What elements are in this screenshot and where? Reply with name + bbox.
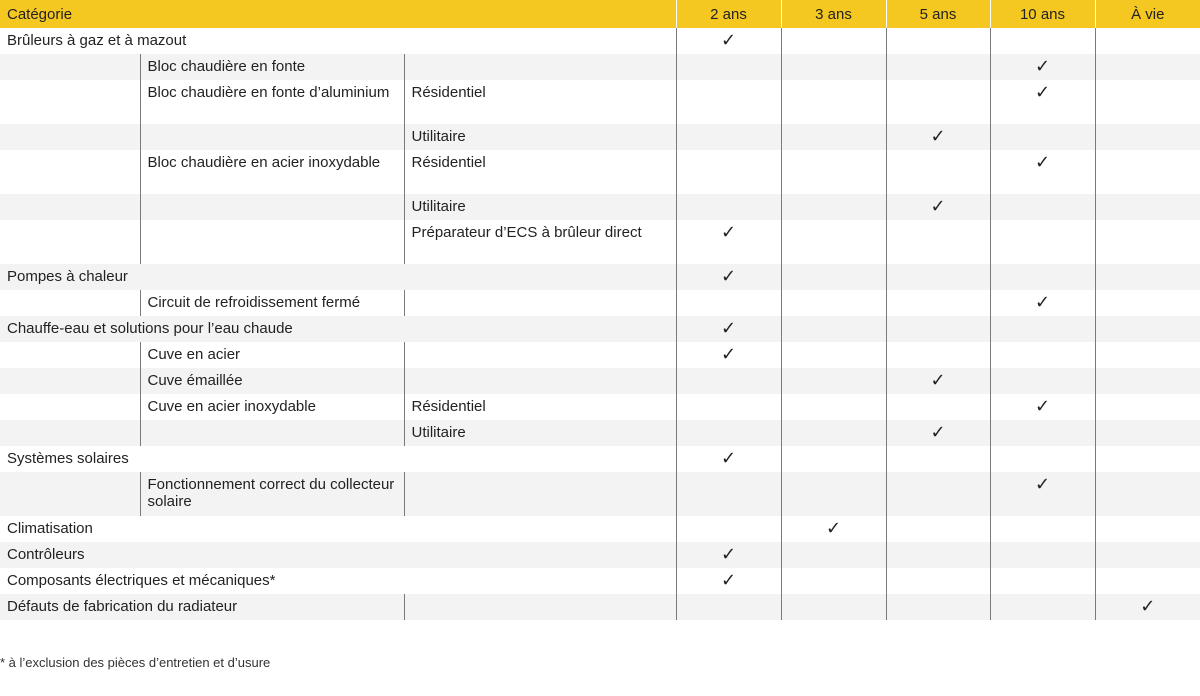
warranty-cell	[781, 420, 886, 446]
variant-cell: Préparateur d’ECS à brûleur direct	[404, 220, 676, 264]
warranty-cell	[676, 150, 781, 194]
subcategory-cell: Cuve en acier	[140, 342, 404, 368]
warranty-cell	[781, 342, 886, 368]
table-row	[0, 150, 1200, 194]
warranty-cell	[676, 568, 781, 594]
table-row	[0, 420, 1200, 446]
warranty-cell	[990, 368, 1095, 394]
variant-cell	[404, 472, 676, 516]
warranty-cell	[886, 264, 990, 290]
warranty-cell	[886, 594, 990, 620]
warranty-cell	[676, 420, 781, 446]
checkmark-icon: ✓	[930, 370, 946, 390]
warranty-cell	[990, 54, 1095, 80]
category-cell	[0, 124, 140, 150]
warranty-cell	[781, 316, 886, 342]
category-cell	[0, 368, 140, 394]
checkmark-icon: ✓	[930, 196, 946, 216]
checkmark-icon: ✓	[1034, 292, 1051, 312]
category-cell	[0, 194, 140, 220]
warranty-cell	[781, 28, 886, 54]
warranty-cell	[886, 290, 990, 316]
table-row	[0, 54, 1200, 80]
warranty-cell	[990, 220, 1095, 264]
warranty-cell	[781, 264, 886, 290]
warranty-cell	[990, 394, 1095, 420]
warranty-cell	[781, 472, 886, 516]
warranty-cell	[886, 124, 990, 150]
checkmark-icon: ✓	[720, 344, 737, 364]
table-row	[0, 124, 1200, 150]
checkmark-icon: ✓	[930, 126, 946, 146]
table-row	[0, 290, 1200, 316]
warranty-cell	[1095, 290, 1200, 316]
variant-cell: Utilitaire	[404, 194, 676, 220]
variant-cell	[404, 54, 676, 80]
subcategory-cell	[140, 124, 404, 150]
category-cell	[0, 80, 140, 124]
warranty-cell	[886, 542, 990, 568]
warranty-cell	[990, 446, 1095, 472]
warranty-cell	[886, 194, 990, 220]
header-3-years: 3 ans	[781, 0, 886, 28]
warranty-cell	[676, 80, 781, 124]
warranty-cell	[1095, 594, 1200, 620]
warranty-cell	[676, 394, 781, 420]
category-cell	[0, 220, 140, 264]
warranty-cell	[676, 446, 781, 472]
variant-cell: Résidentiel	[404, 80, 676, 124]
warranty-cell	[781, 80, 886, 124]
category-cell: Chauffe-eau et solutions pour l’eau chaude	[0, 316, 676, 342]
checkmark-icon: ✓	[1034, 82, 1051, 102]
checkmark-icon: ✓	[825, 518, 842, 538]
warranty-cell	[676, 54, 781, 80]
warranty-cell	[781, 220, 886, 264]
warranty-cell	[1095, 28, 1200, 54]
footnote: * à l’exclusion des pièces d’entretien et d’usure	[0, 655, 271, 670]
table-row	[0, 568, 1200, 594]
warranty-cell	[781, 368, 886, 394]
category-cell	[0, 290, 140, 316]
checkmark-icon: ✓	[720, 570, 737, 590]
warranty-cell	[781, 394, 886, 420]
table-body	[0, 28, 1200, 620]
subcategory-cell	[140, 420, 404, 446]
category-cell: Composants électriques et mécaniques*	[7, 572, 276, 589]
warranty-cell	[676, 290, 781, 316]
category-cell	[0, 394, 140, 420]
variant-cell	[404, 594, 676, 620]
warranty-cell	[990, 420, 1095, 446]
warranty-cell	[1095, 342, 1200, 368]
warranty-cell	[990, 542, 1095, 568]
table-row	[0, 516, 1200, 542]
warranty-cell	[886, 446, 990, 472]
warranty-cell	[1095, 124, 1200, 150]
warranty-cell	[990, 568, 1095, 594]
warranty-cell	[781, 124, 886, 150]
warranty-cell	[781, 290, 886, 316]
category-cell: Défauts de fabrication du radiateur	[0, 594, 404, 620]
warranty-cell	[990, 290, 1095, 316]
header-10-years: 10 ans	[990, 0, 1095, 28]
subcategory-cell: Cuve émaillée	[140, 368, 404, 394]
warranty-cell	[1095, 54, 1200, 80]
warranty-cell	[676, 594, 781, 620]
warranty-cell	[1095, 316, 1200, 342]
warranty-cell	[990, 316, 1095, 342]
warranty-cell	[676, 264, 781, 290]
warranty-cell	[676, 220, 781, 264]
warranty-cell	[1095, 80, 1200, 124]
checkmark-icon: ✓	[720, 318, 737, 338]
warranty-cell	[886, 54, 990, 80]
warranty-cell	[990, 150, 1095, 194]
warranty-cell	[886, 150, 990, 194]
category-cell	[0, 54, 140, 80]
warranty-cell	[1095, 516, 1200, 542]
warranty-cell	[886, 80, 990, 124]
table-row	[0, 220, 1200, 264]
table-row	[0, 394, 1200, 420]
warranty-cell	[781, 594, 886, 620]
table-row	[0, 316, 1200, 342]
header-lifetime: À vie	[1095, 0, 1200, 28]
checkmark-icon: ✓	[1034, 152, 1051, 172]
warranty-cell	[886, 28, 990, 54]
warranty-cell	[990, 264, 1095, 290]
category-cell	[0, 420, 140, 446]
warranty-cell	[1095, 542, 1200, 568]
variant-cell: Résidentiel	[404, 394, 676, 420]
category-cell	[0, 342, 140, 368]
category-cell	[0, 472, 140, 516]
warranty-cell	[1095, 194, 1200, 220]
category-cell: Systèmes solaires	[7, 450, 129, 467]
warranty-cell	[676, 368, 781, 394]
warranty-cell	[1095, 420, 1200, 446]
checkmark-icon: ✓	[1034, 56, 1051, 76]
variant-cell	[404, 368, 676, 394]
warranty-cell	[990, 28, 1095, 54]
category-cell: Contrôleurs	[0, 542, 676, 568]
warranty-cell	[676, 542, 781, 568]
checkmark-icon: ✓	[1034, 474, 1051, 494]
warranty-cell	[1095, 568, 1200, 594]
warranty-cell	[781, 568, 886, 594]
warranty-cell	[990, 516, 1095, 542]
subcategory-cell: Fonctionnement correct du collecteur solaire	[140, 472, 404, 516]
checkmark-icon: ✓	[1034, 396, 1051, 416]
warranty-cell	[990, 124, 1095, 150]
table-row	[0, 446, 1200, 472]
table-row	[0, 342, 1200, 368]
warranty-cell	[676, 28, 781, 54]
warranty-cell	[886, 368, 990, 394]
warranty-cell	[990, 472, 1095, 516]
warranty-cell	[781, 150, 886, 194]
variant-cell	[404, 342, 676, 368]
warranty-cell	[676, 194, 781, 220]
checkmark-icon: ✓	[720, 544, 737, 564]
variant-cell	[404, 290, 676, 316]
table-row	[0, 264, 1200, 290]
subcategory-cell	[140, 194, 404, 220]
header-5-years: 5 ans	[886, 0, 990, 28]
warranty-cell	[781, 54, 886, 80]
table-row	[0, 28, 1200, 54]
table-row	[0, 542, 1200, 568]
warranty-cell	[886, 342, 990, 368]
table-row	[0, 472, 1200, 516]
subcategory-cell	[140, 220, 404, 264]
warranty-cell	[1095, 220, 1200, 264]
warranty-cell	[990, 594, 1095, 620]
warranty-cell	[1095, 472, 1200, 516]
warranty-cell	[676, 124, 781, 150]
checkmark-icon: ✓	[720, 266, 737, 286]
category-cell: Brûleurs à gaz et à mazout	[7, 32, 187, 49]
warranty-cell	[886, 472, 990, 516]
warranty-cell	[781, 194, 886, 220]
category-cell	[0, 150, 140, 194]
variant-cell: Utilitaire	[404, 420, 676, 446]
warranty-cell	[886, 394, 990, 420]
warranty-cell	[1095, 264, 1200, 290]
warranty-cell	[990, 194, 1095, 220]
warranty-cell	[676, 516, 781, 542]
warranty-cell	[886, 568, 990, 594]
warranty-cell	[1095, 394, 1200, 420]
warranty-cell	[990, 342, 1095, 368]
table-row	[0, 80, 1200, 124]
warranty-cell	[781, 516, 886, 542]
category-cell: Pompes à chaleur	[0, 264, 676, 290]
subcategory-cell: Bloc chaudière en fonte d’aluminium	[140, 80, 404, 124]
warranty-cell	[781, 446, 886, 472]
warranty-cell	[1095, 150, 1200, 194]
warranty-cell	[676, 472, 781, 516]
checkmark-icon: ✓	[720, 30, 737, 50]
warranty-cell	[886, 420, 990, 446]
warranty-cell	[886, 516, 990, 542]
variant-cell: Utilitaire	[404, 124, 676, 150]
warranty-cell	[1095, 368, 1200, 394]
warranty-cell	[1095, 446, 1200, 472]
category-cell: Climatisation	[7, 520, 93, 537]
subcategory-cell: Bloc chaudière en acier inoxydable	[140, 150, 404, 194]
checkmark-icon: ✓	[720, 448, 737, 468]
warranty-cell	[990, 80, 1095, 124]
table-row	[0, 594, 1200, 620]
subcategory-cell: Circuit de refroidissement fermé	[140, 290, 404, 316]
warranty-cell	[781, 542, 886, 568]
checkmark-icon: ✓	[930, 422, 946, 442]
table-row	[0, 368, 1200, 394]
variant-cell: Résidentiel	[404, 150, 676, 194]
warranty-cell	[676, 342, 781, 368]
header-2-years: 2 ans	[676, 0, 781, 28]
table-row	[0, 194, 1200, 220]
header-row	[0, 0, 1200, 28]
warranty-cell	[886, 220, 990, 264]
header-category: Catégorie	[0, 0, 676, 28]
subcategory-cell: Cuve en acier inoxydable	[140, 394, 404, 420]
checkmark-icon: ✓	[1140, 596, 1156, 616]
checkmark-icon: ✓	[720, 222, 737, 242]
warranty-cell	[676, 316, 781, 342]
warranty-cell	[886, 316, 990, 342]
subcategory-cell: Bloc chaudière en fonte	[140, 54, 404, 80]
